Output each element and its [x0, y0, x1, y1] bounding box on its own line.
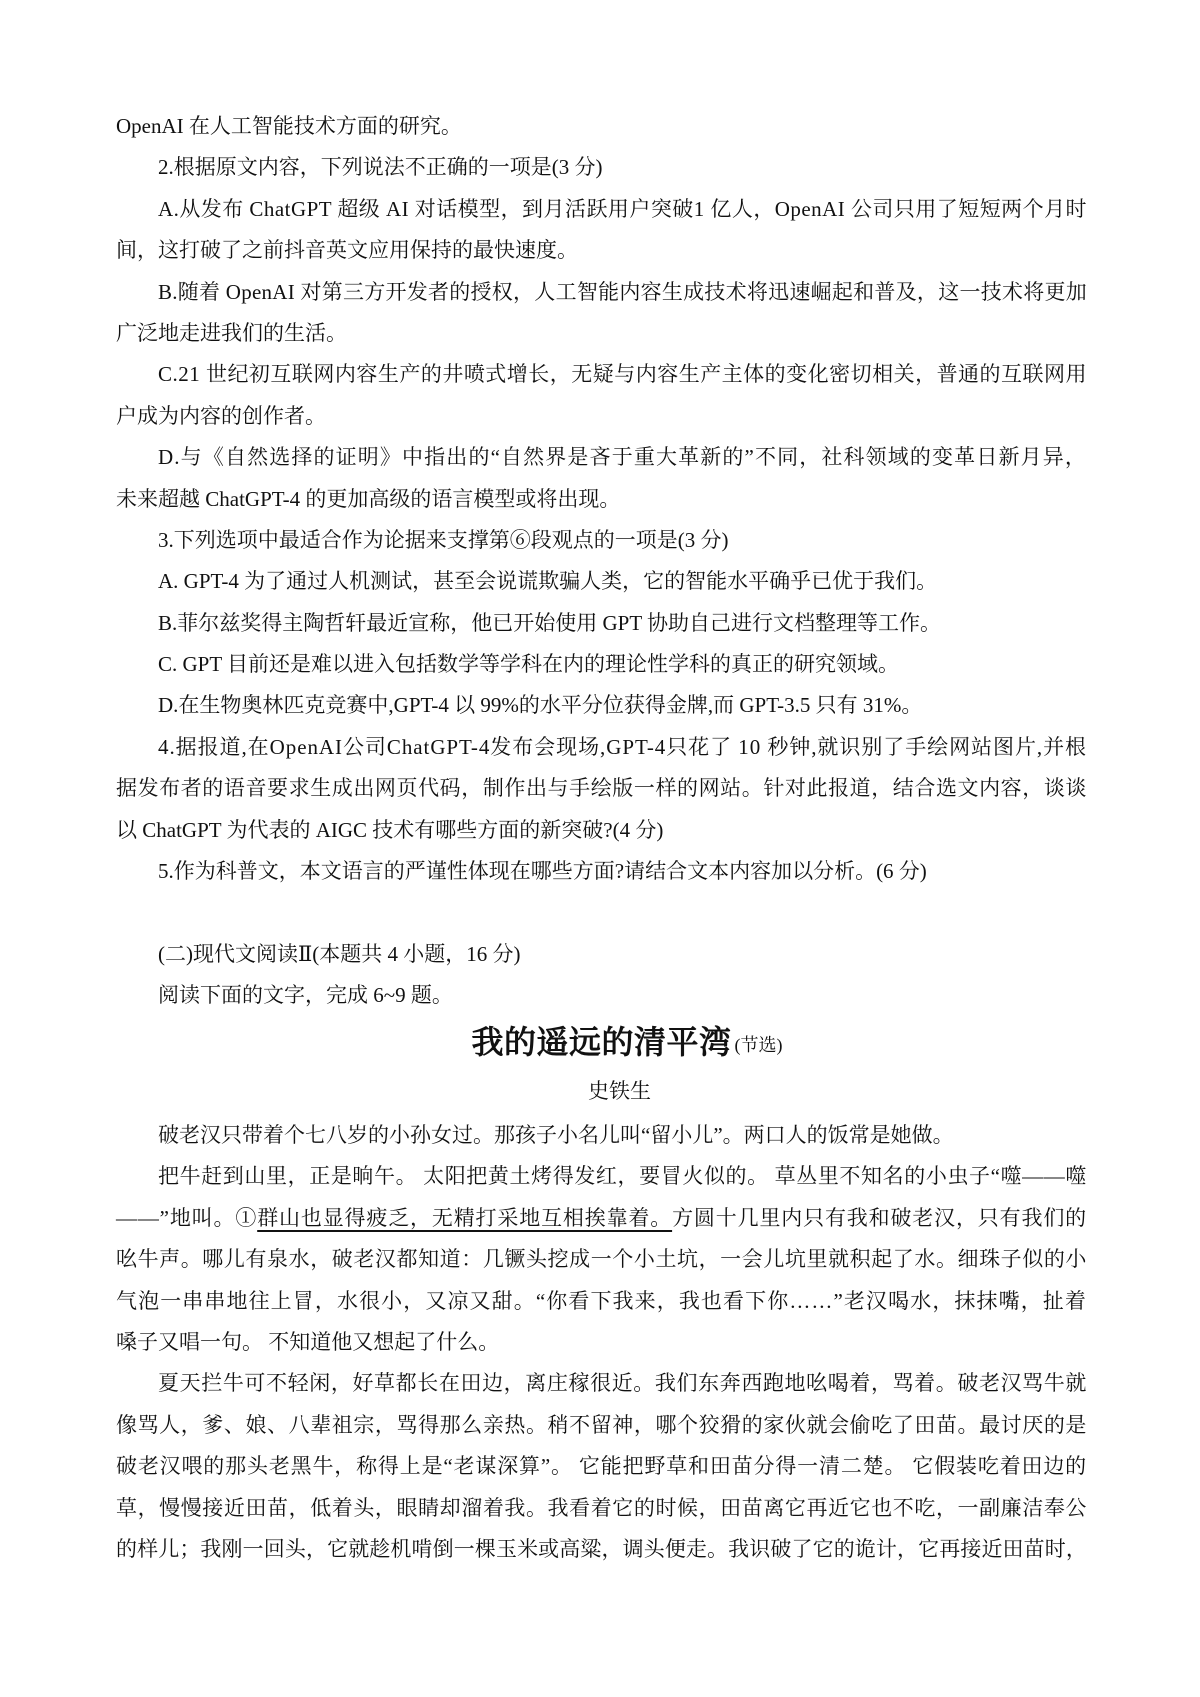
question-3-option-d: D.在生物奥林匹克竞赛中,GPT-4 以 99%的水平分位获得金牌,而 GPT-3.5 只有 31%。: [158, 693, 923, 718]
paragraph-line: [116, 1198, 1087, 1239]
article-paragraph-3: [116, 1363, 1087, 1570]
section-gap: [116, 892, 1087, 933]
question-3-option-b: B.菲尔兹奖得主陶哲轩最近宣称，他已开始使用 GPT 协助自己进行文档整理等工作。: [158, 610, 942, 635]
section-2: [116, 934, 1087, 1570]
previous-passage-tail: OpenAI 在人工智能技术方面的研究。: [116, 114, 462, 138]
paragraph-line: 像骂人，爹、娘、八辈祖宗，骂得那么亲热。稍不留神，哪个狡猾的家伙就会偷吃了田苗。最讨厌的是: [116, 1412, 1087, 1437]
option-line: B.随着 OpenAI 对第三方开发者的授权，人工智能内容生成技术将迅速崛起和普及，这一技术将更加: [158, 279, 1087, 304]
question-2-option-d: [116, 437, 1087, 520]
paragraph-line: 破老汉喂的那头老黑牛，称得上是“老谋深算”。 它能把野草和田苗分得一清二楚。 它假装吃着田边的: [116, 1454, 1087, 1479]
paragraph-line: 草，慢慢接近田苗，低着头，眼睛却溜着我。我看着它的时候，田苗离它再近它也不吃，一副廉洁奉公: [116, 1495, 1087, 1520]
question-2-stem: 2.根据原文内容，下列说法不正确的一项是(3 分): [158, 155, 603, 180]
paragraph-line: 夏天拦牛可不轻闲，好草都长在田边，离庄稼很近。我们东奔西跑地吆喝着，骂着。破老汉骂牛就: [158, 1371, 1087, 1396]
paragraph-line: 吆牛声。哪儿有泉水，破老汉都知道：几镢头挖成一个小土坑，一会儿坑里就积起了水。细珠子似的小: [116, 1247, 1087, 1272]
option-line: 间，这打破了之前抖音英文应用保持的最快速度。: [116, 238, 578, 263]
option-line: A.从发布 ChatGPT 超级 AI 对话模型，到月活跃用户突破1 亿人，OpenAI 公司只用了短短两个月时: [158, 196, 1087, 221]
question-3-stem: 3.下列选项中最适合作为论据来支撑第⑥段观点的一项是(3 分): [158, 527, 729, 552]
article-title-row: [116, 1017, 1087, 1067]
question-2-option-b: [116, 272, 1087, 355]
paragraph-line: 破老汉只带着个七八岁的小孙女过。那孩子小名儿叫“留小儿”。两口人的饭常是她做。: [158, 1122, 954, 1147]
option-line: 户成为内容的创作者。: [116, 403, 326, 428]
section-2-instruction: 阅读下面的文字，完成 6~9 题。: [158, 983, 453, 1008]
question-4-line: 4.据报道,在OpenAI公司ChatGPT-4发布会现场,GPT-4只花了 10 秒钟,就识别了手绘网站图片,并根: [158, 734, 1087, 759]
question-5: 5.作为科普文，本文语言的严谨性体现在哪些方面?请结合文本内容加以分析。(6 分): [158, 859, 927, 884]
question-3: [116, 520, 1087, 727]
paragraph-line: 气泡一串串地往上冒，水很小，又凉又甜。“你看下我来，我也看下你……”老汉喝水，抹抹嘴，扯着: [116, 1288, 1087, 1313]
article-paragraph-1: [116, 1115, 1087, 1156]
question-3-option-a: A. GPT-4 为了通过人机测试，甚至会说谎欺骗人类，它的智能水平确乎已优于我们。: [158, 569, 938, 594]
article-author: 史铁生: [588, 1078, 651, 1103]
paragraph-line: 把牛赶到山里，正是晌午。 太阳把黄土烤得发红，要冒火似的。 草丛里不知名的小虫子“噬——噬: [158, 1164, 1087, 1189]
question-4: [116, 727, 1087, 851]
line-segment: ——”地叫。①: [116, 1205, 258, 1230]
question-2-option-c: [116, 354, 1087, 437]
article-title-note: (节选): [734, 1034, 783, 1055]
section-2-heading: (二)现代文阅读Ⅱ(本题共 4 小题，16 分): [158, 941, 521, 966]
question-4-line: 以 ChatGPT 为代表的 AIGC 技术有哪些方面的新突破?(4 分): [116, 817, 664, 842]
option-line: D.与《自然选择的证明》中指出的“自然界是吝于重大革新的”不同，社科领域的变革日新月异，: [158, 445, 1087, 470]
paragraph-line: 嗓子又唱一句。 不知道他又想起了什么。: [116, 1329, 500, 1354]
option-line: 广泛地走进我们的生活。: [116, 320, 347, 345]
article-paragraph-2: [116, 1156, 1087, 1363]
article-title: [471, 1023, 783, 1060]
option-line: 未来超越 ChatGPT-4 的更加高级的语言模型或将出现。: [116, 486, 621, 511]
line-segment: 方圆十几里内只有我和破老汉，只有我们的: [672, 1205, 1087, 1230]
question-3-option-c: C. GPT 目前还是难以进入包括数学等学科在内的理论性学科的真正的研究领域。: [158, 652, 900, 677]
question-4-line: 据发布者的语音要求生成出网页代码，制作出与手绘版一样的网站。针对此报道，结合选文内容，谈谈: [116, 776, 1087, 801]
paragraph-line: 的样儿；我刚一回头，它就趁机啃倒一棵玉米或高粱，调头便走。我识破了它的诡计，它再接近田苗时，: [116, 1536, 1087, 1561]
option-line: C.21 世纪初互联网内容生产的井喷式增长，无疑与内容生产主体的变化密切相关，普通的互联网用: [158, 362, 1087, 387]
question-2: [116, 147, 1087, 520]
question-2-option-a: [116, 189, 1087, 272]
underlined-sentence: 群山也显得疲乏，无精打采地互相挨靠着。: [257, 1205, 673, 1230]
article-title-text: 我的遥远的清平湾: [471, 1023, 732, 1060]
text-column: [116, 106, 1087, 1570]
